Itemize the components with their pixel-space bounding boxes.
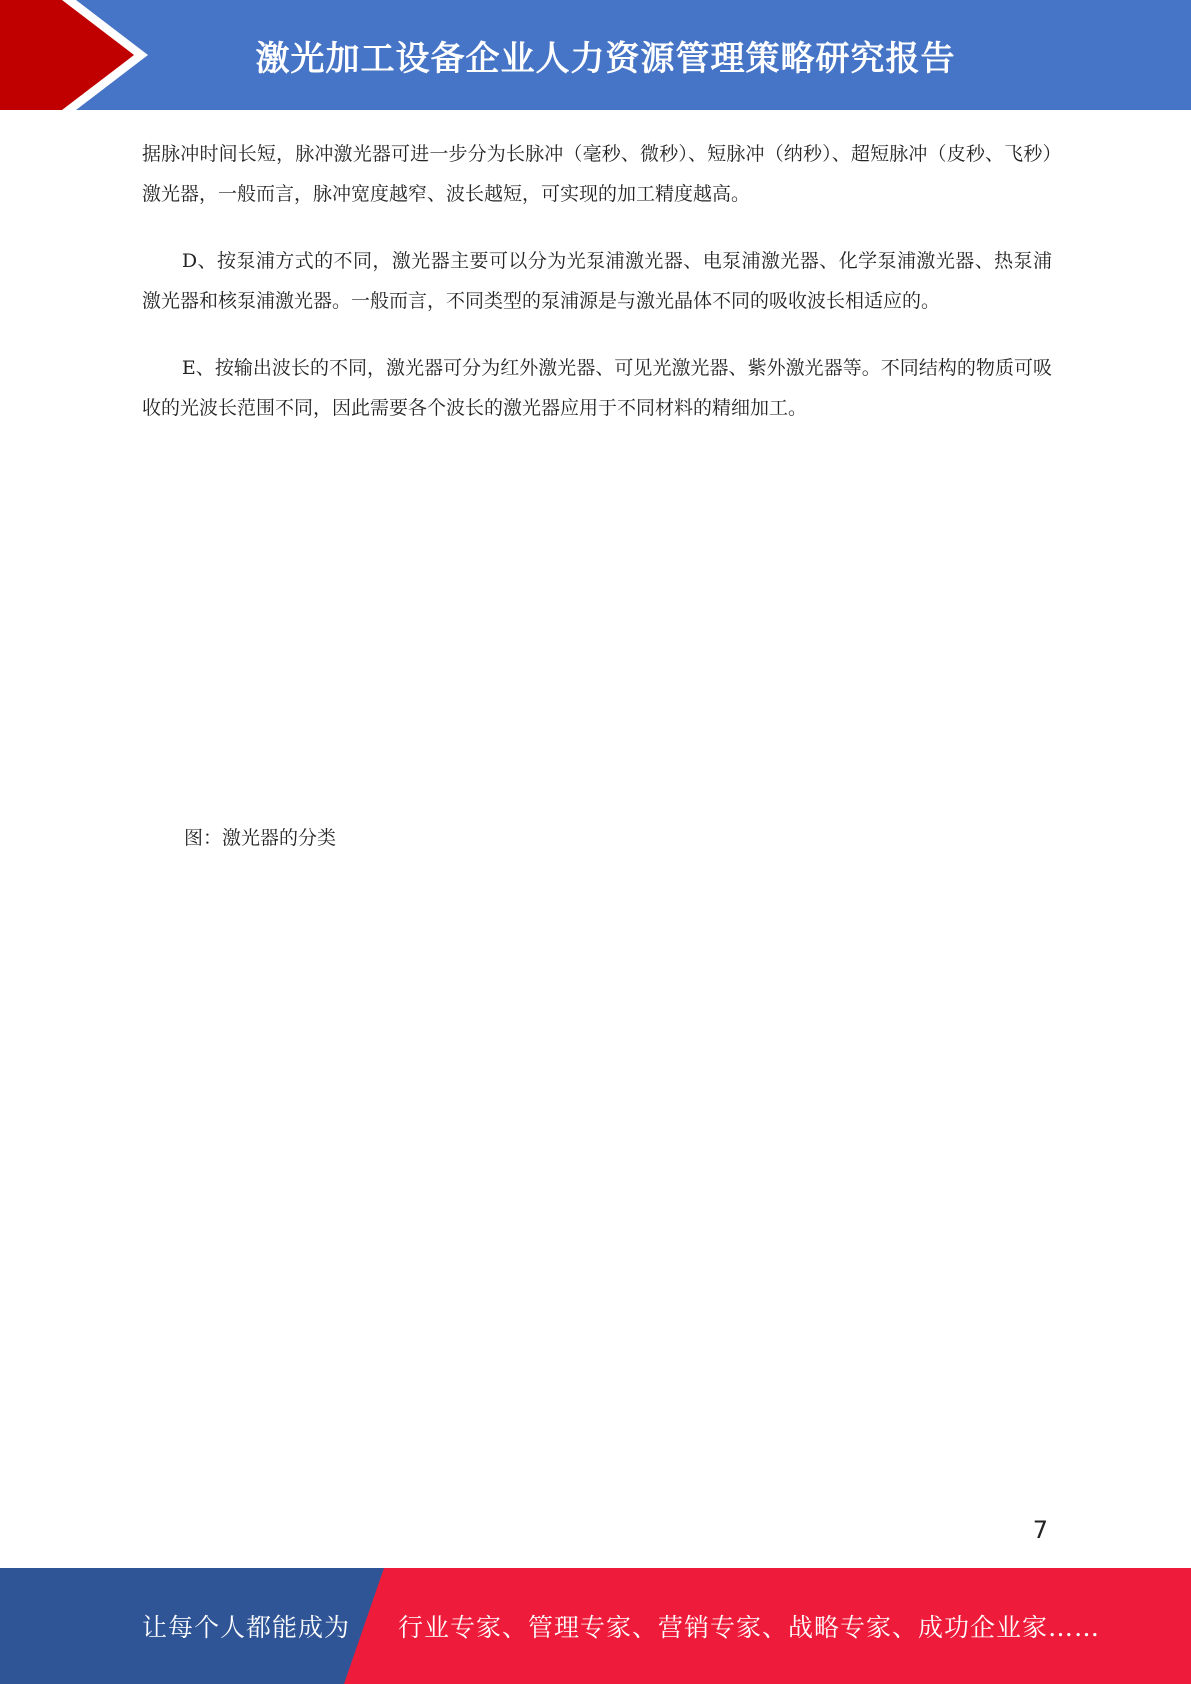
page-header	[0, 0, 1191, 110]
document-body	[142, 134, 1052, 455]
paragraph-pump-method: D、按泵浦方式的不同，激光器主要可以分为光泵浦激光器、电泵浦激光器、化学泵浦激光器、热泵浦激光器和核泵浦激光器。一般而言，不同类型的泵浦源是与激光晶体不同的吸收波长相适应的。	[142, 250, 1052, 312]
report-title: 激光加工设备企业人力资源管理策略研究报告	[255, 38, 956, 79]
page-footer	[0, 1568, 1191, 1684]
paragraph-pulse-duration: 据脉冲时间长短，脉冲激光器可进一步分为长脉冲（毫秒、微秒）、短脉冲（纳秒）、超短脉冲（皮秒、飞秒）激光器，一般而言，脉冲宽度越窄、波长越短，可实现的加工精度越高。	[142, 143, 1052, 205]
page-number: 7	[1032, 1516, 1048, 1544]
figure-caption: 图：激光器的分类	[184, 827, 337, 849]
paragraph-output-wavelength: E、按输出波长的不同，激光器可分为红外激光器、可见光激光器、紫外激光器等。不同结构的物质可吸收的光波长范围不同，因此需要各个波长的激光器应用于不同材料的精细加工。	[142, 357, 1052, 419]
footer-slogan-right: 行业专家、管理专家、营销专家、战略专家、成功企业家……	[398, 1613, 1101, 1642]
footer-slogan-left: 让每个人都能成为	[142, 1613, 351, 1642]
